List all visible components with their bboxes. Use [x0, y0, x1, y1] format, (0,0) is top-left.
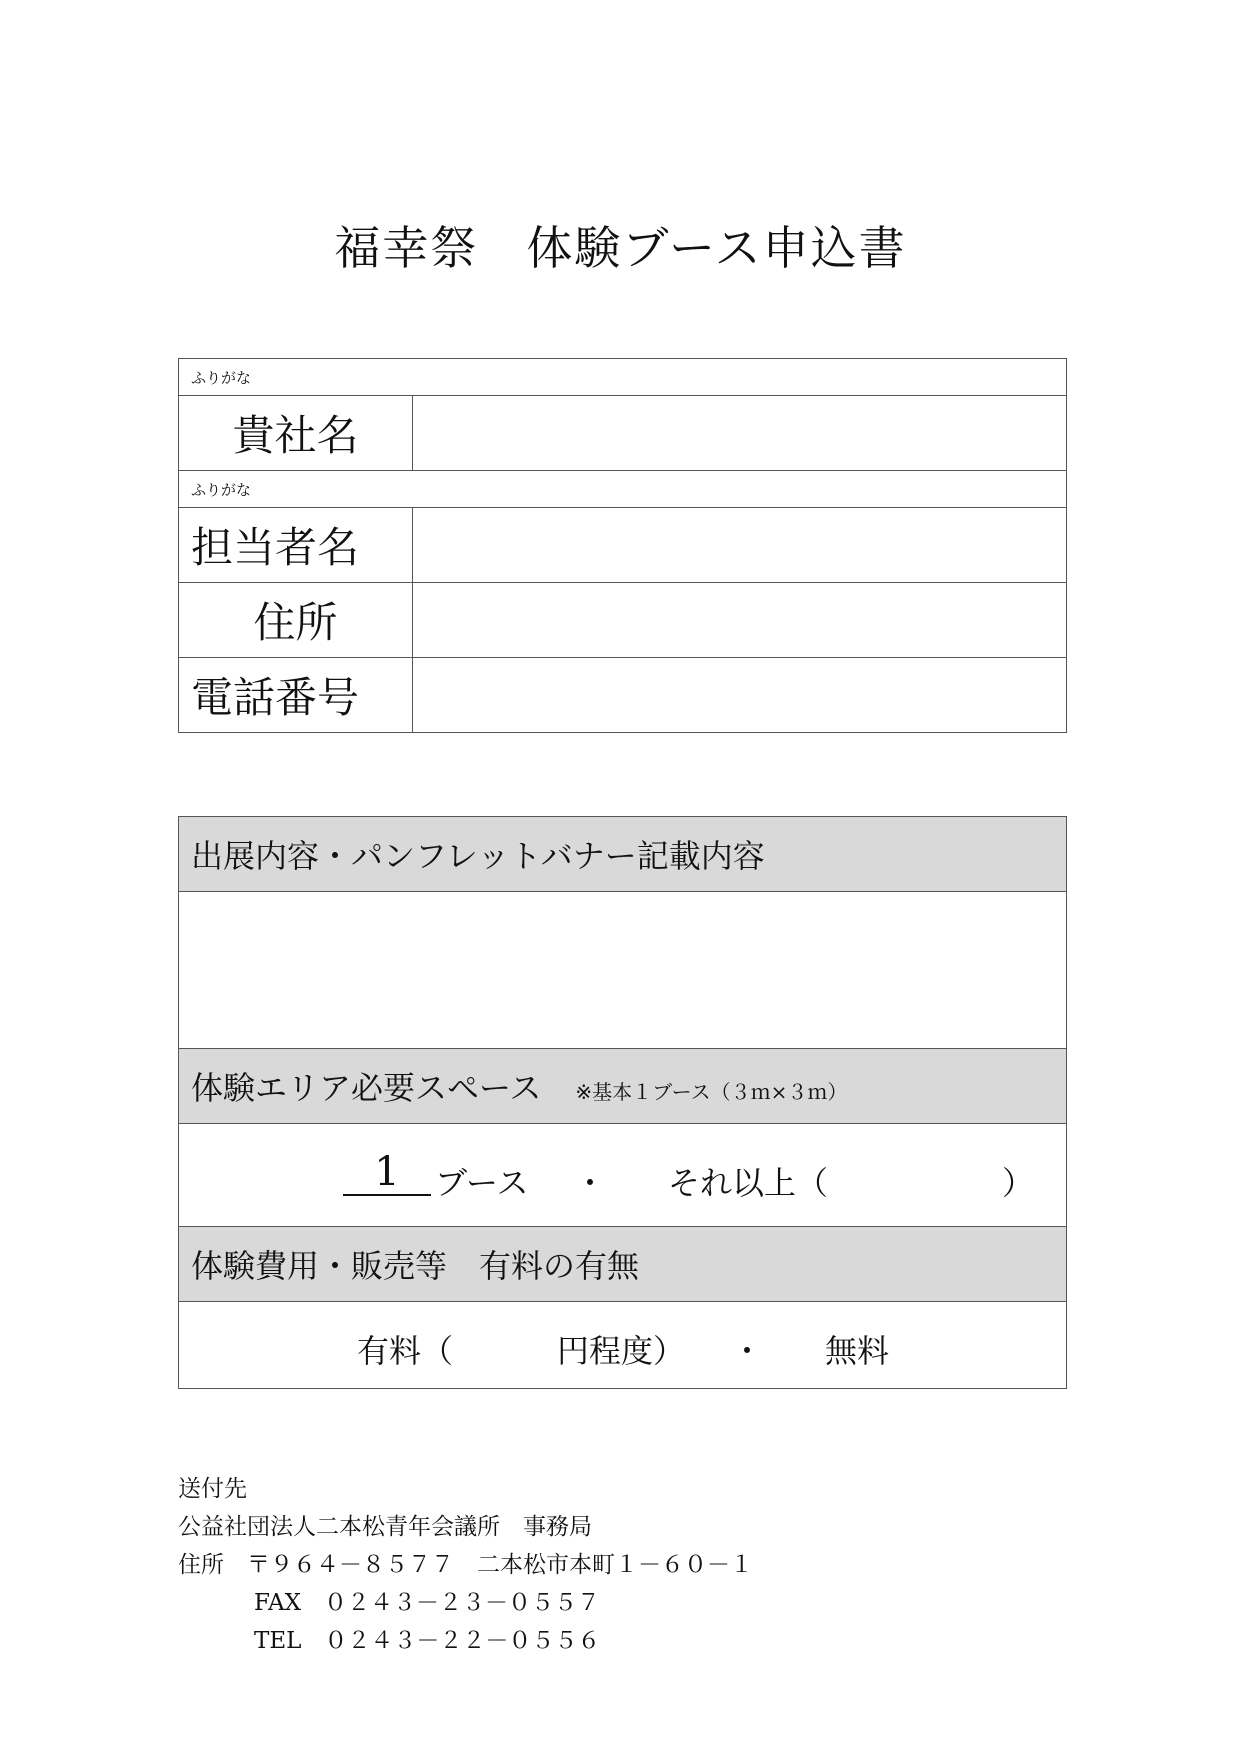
more-booths-option[interactable]: それ以上（	[668, 1164, 829, 1202]
fee-header: 体験費用・販売等 有料の有無	[179, 1227, 1067, 1302]
address-row	[179, 583, 1067, 658]
contact-field[interactable]	[413, 508, 1067, 583]
option-separator: ・	[574, 1164, 607, 1202]
page-title: 福幸祭 体験ブース申込書	[334, 221, 907, 275]
contact-row	[179, 508, 1067, 583]
organization-name: 公益社団法人二本松青年会議所 事務局	[178, 1514, 592, 1540]
phone-row	[179, 658, 1067, 733]
free-option[interactable]: 無料	[825, 1332, 890, 1370]
contact-furigana-row	[179, 471, 1067, 508]
tel-number: TEL ０２４３－２２－０５５６	[254, 1628, 601, 1654]
more-booths-close: ）	[1002, 1164, 1035, 1202]
contact-label: 担当者名	[179, 508, 413, 583]
paid-option[interactable]: 有料（	[357, 1332, 454, 1370]
send-to-label: 送付先	[178, 1476, 247, 1502]
booth-details-table	[178, 816, 1067, 1389]
company-row	[179, 396, 1067, 471]
address-label: 住所	[179, 583, 413, 658]
booth-count-field[interactable]: 1	[343, 1150, 431, 1196]
company-field[interactable]	[413, 396, 1067, 471]
company-furigana-row	[179, 359, 1067, 396]
applicant-info-table	[178, 358, 1067, 733]
fee-separator: ・	[731, 1332, 764, 1370]
space-options	[179, 1124, 1067, 1227]
organization-address: 住所 〒９６４－８５７７ 二本松市本町１－６０－１	[178, 1552, 753, 1578]
company-label: 貴社名	[179, 396, 413, 471]
send-to-section	[178, 1470, 753, 1660]
phone-label: 電話番号	[179, 658, 413, 733]
contact-furigana-field[interactable]: ふりがな	[179, 471, 1067, 508]
company-furigana-field[interactable]: ふりがな	[179, 359, 1067, 396]
yen-label: 円程度）	[557, 1332, 686, 1370]
space-header-label: 体験エリア必要スペース	[191, 1069, 542, 1107]
fee-options	[179, 1302, 1067, 1389]
address-field[interactable]	[413, 583, 1067, 658]
content-field[interactable]	[179, 892, 1067, 1049]
space-header	[179, 1049, 1067, 1124]
content-header: 出展内容・パンフレットバナー記載内容	[179, 817, 1067, 892]
space-note: ※基本１ブース（３ｍ×３ｍ）	[575, 1080, 848, 1104]
phone-field[interactable]	[413, 658, 1067, 733]
fax-number: FAX ０２４３－２３－０５５７	[254, 1590, 600, 1616]
booth-unit-label: ブース	[435, 1164, 529, 1202]
